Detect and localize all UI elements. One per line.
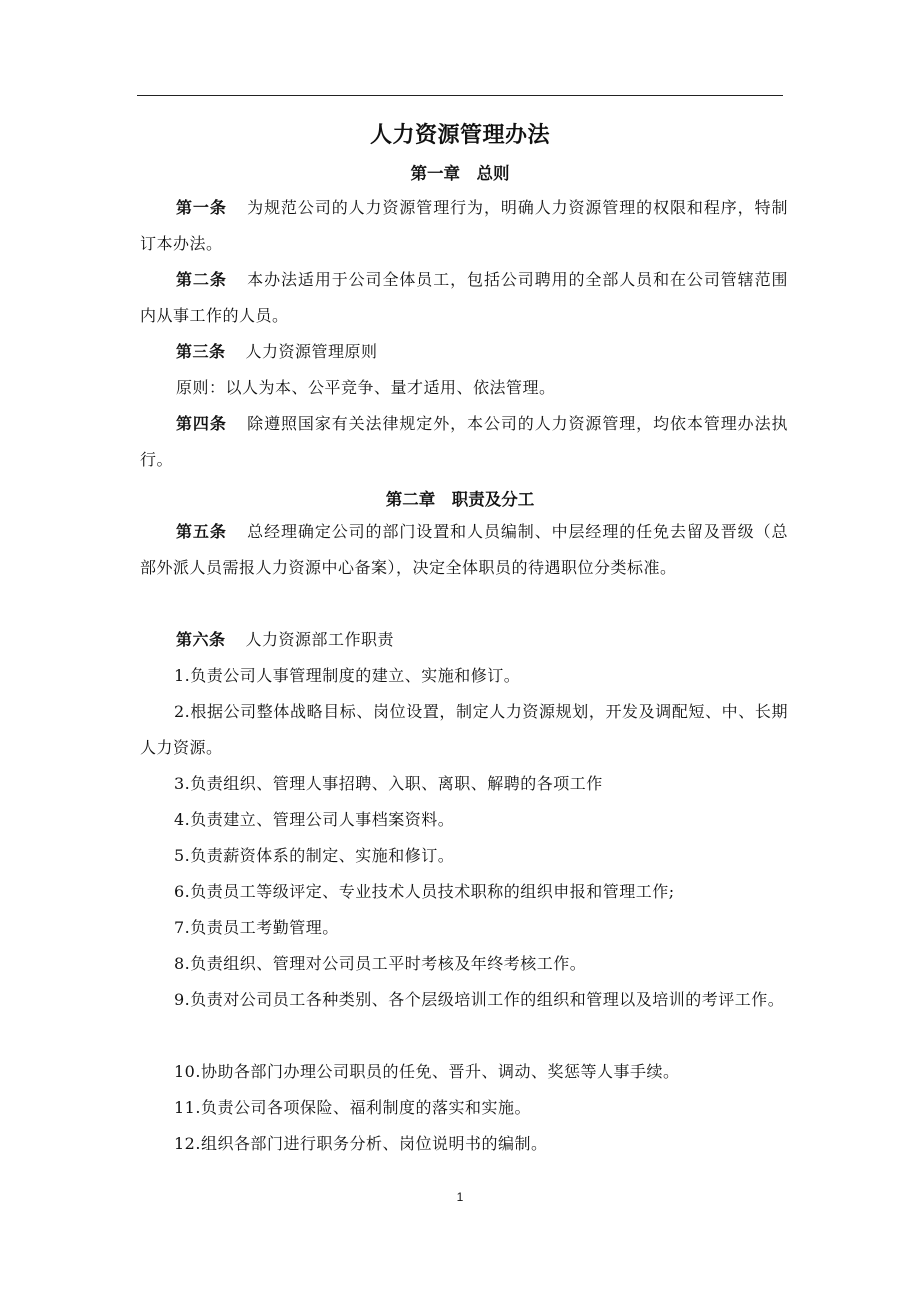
chapter-heading-2: 第二章 职责及分工 bbox=[385, 490, 535, 509]
duty-item: 4.负责建立、管理公司人事档案资料。 bbox=[174, 810, 455, 829]
article-label: 第一条 bbox=[176, 198, 227, 217]
article-6 bbox=[140, 622, 788, 658]
duty-item: 3.负责组织、管理人事招聘、入职、离职、解聘的各项工作 bbox=[174, 774, 603, 793]
article-text: 人力资源管理原则 bbox=[245, 342, 378, 361]
duty-item: 9.负责对公司员工各种类别、各个层级培训工作的组织和管理以及培训的考评工作。 bbox=[174, 990, 785, 1009]
article-label: 第二条 bbox=[176, 270, 227, 289]
duty-item: 2.根据公司整体战略目标、岗位设置，制定人力资源规划，开发及调配短、中、长期人力资源。 bbox=[140, 702, 788, 757]
article-text: 总经理确定公司的部门设置和人员编制、中层经理的任免去留及晋级（总部外派人员需报人力资源中心备案），决定全体职员的待遇职位分类标准。 bbox=[140, 522, 788, 577]
duty-item: 1.负责公司人事管理制度的建立、实施和修订。 bbox=[174, 666, 521, 685]
duty-item: 6.负责员工等级评定、专业技术人员技术职称的组织申报和管理工作; bbox=[174, 882, 675, 901]
article-text: 本办法适用于公司全体员工，包括公司聘用的全部人员和在公司管辖范围内从事工作的人员。 bbox=[140, 270, 788, 325]
page-number: 1 bbox=[456, 1190, 464, 1204]
duty-item: 10.协助各部门办理公司职员的任免、晋升、调动、奖惩等人事手续。 bbox=[174, 1062, 680, 1081]
article-label: 第三条 bbox=[176, 342, 226, 361]
article-label: 第六条 bbox=[176, 630, 226, 649]
duty-item: 7.负责员工考勤管理。 bbox=[174, 918, 339, 937]
duty-item: 5.负责薪资体系的制定、实施和修订。 bbox=[174, 846, 455, 865]
article-text: 为规范公司的人力资源管理行为，明确人力资源管理的权限和程序，特制订本办法。 bbox=[140, 198, 788, 253]
article-text: 除遵照国家有关法律规定外，本公司的人力资源管理，均依本管理办法执行。 bbox=[140, 414, 788, 469]
article-4 bbox=[140, 406, 788, 478]
article-3 bbox=[140, 334, 788, 370]
duty-item: 12.组织各部门进行职务分析、岗位说明书的编制。 bbox=[174, 1134, 548, 1153]
principle-line: 原则：以人为本、公平竞争、量才适用、依法管理。 bbox=[176, 378, 556, 397]
chapter-heading-1: 第一章 总则 bbox=[410, 164, 510, 183]
document-title: 人力资源管理办法 bbox=[369, 123, 550, 148]
duty-item: 8.负责组织、管理对公司员工平时考核及年终考核工作。 bbox=[174, 954, 587, 973]
duty-item: 11.负责公司各项保险、福利制度的落实和实施。 bbox=[174, 1098, 531, 1117]
header-rule bbox=[137, 95, 783, 96]
article-1 bbox=[140, 190, 788, 262]
article-5 bbox=[140, 514, 788, 586]
article-label: 第五条 bbox=[176, 522, 227, 541]
article-label: 第四条 bbox=[176, 414, 227, 433]
article-2 bbox=[140, 262, 788, 334]
article-text: 人力资源部工作职责 bbox=[245, 630, 395, 649]
